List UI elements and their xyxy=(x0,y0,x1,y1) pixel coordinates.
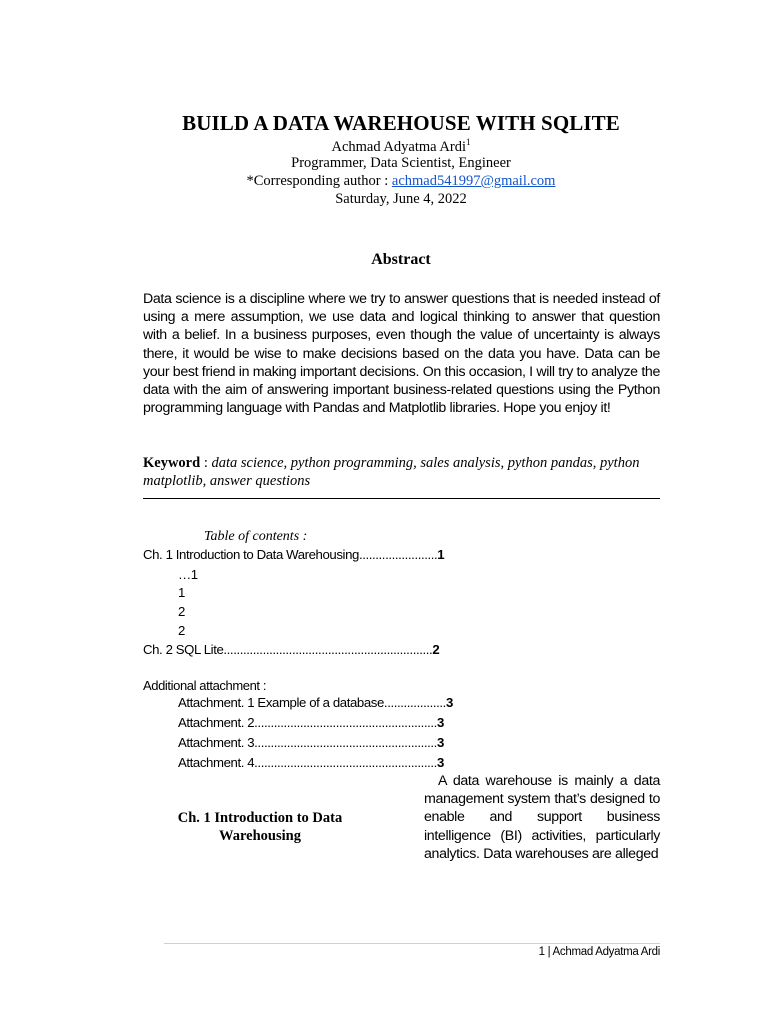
toc-entry-page: 2 xyxy=(432,642,440,657)
toc-attachment-2[interactable] xyxy=(178,715,444,730)
chapter-1-paragraph: A data warehouse is mainly a data management system that’s designed to enable and support business intelligence (BI) activities, particularly analytics. Data warehouses are alleged xyxy=(424,773,660,862)
abstract-body: Data science is a discipline where we try to answer questions that is needed instead of using a mere assumption, we use data and logical thinking to answer that question with a belief. In a business purposes, even though the value of uncertainty is always there, it would be wise to make decisions based on the data you have. Data can be your best friend in making important decisions. On this occasion, I will try to analyze the data with the aim of answering important business-related questions using the Python programming language with Pandas and Matplotlib libraries. Hope you enjoy it! xyxy=(143,291,660,417)
toc-entry-page: 3 xyxy=(445,695,453,710)
toc-entry-page: 3 xyxy=(436,735,444,750)
toc-entry-ch1[interactable] xyxy=(143,547,444,562)
chapter-1-heading xyxy=(160,809,360,845)
toc-subentry[interactable]: 1 xyxy=(178,585,185,600)
toc-subentry[interactable]: 2 xyxy=(178,623,185,638)
toc-attachment-3[interactable] xyxy=(178,735,444,750)
toc-attachment-4[interactable] xyxy=(178,755,444,770)
toc-heading: Table of contents : xyxy=(204,529,308,544)
toc-entry-label: Attachment. 1 Example of a database................... xyxy=(178,695,446,710)
keywords-label: Keyword xyxy=(143,455,201,471)
section-divider xyxy=(143,498,660,499)
toc-entry-page: 3 xyxy=(436,755,444,770)
toc-attachment-1[interactable] xyxy=(178,695,453,710)
toc-entry-label: Attachment. 4........................................................ xyxy=(178,755,437,770)
toc-entry-ch2[interactable] xyxy=(143,642,439,657)
author-superscript: 1 xyxy=(466,137,471,147)
additional-attachment-heading: Additional attachment : xyxy=(143,678,267,693)
abstract-heading: Abstract xyxy=(371,251,431,268)
corresponding-label: *Corresponding author : xyxy=(246,173,392,189)
toc-subentry[interactable]: 2 xyxy=(178,604,185,619)
toc-entry-page: 3 xyxy=(436,715,444,730)
paper-date: Saturday, June 4, 2022 xyxy=(335,191,467,207)
toc-entry-page: 1 xyxy=(437,547,445,562)
toc-entry-label: Ch. 1 Introduction to Data Warehousing........................ xyxy=(143,547,438,562)
toc-subentry[interactable]: …1 xyxy=(178,567,198,582)
paper-title: BUILD A DATA WAREHOUSE WITH SQLITE xyxy=(182,111,620,135)
page-footer: 1 | Achmad Adyatma Ardi xyxy=(538,946,660,958)
author-name: Achmad Adyatma Ardi xyxy=(331,139,466,155)
keywords-separator: : xyxy=(200,455,212,471)
keywords-line xyxy=(143,454,660,490)
chapter-1-heading-line-1: Ch. 1 Introduction to Data xyxy=(177,810,343,826)
footer-divider xyxy=(164,943,660,944)
chapter-1-heading-line-2: Warehousing xyxy=(219,828,301,844)
corresponding-author-line xyxy=(0,173,768,190)
toc-entry-label: Ch. 2 SQL Lite................................................................ xyxy=(143,642,433,657)
toc-entry-label: Attachment. 3........................................................ xyxy=(178,735,437,750)
toc-entry-label: Attachment. 2........................................................ xyxy=(178,715,437,730)
keywords-text: data science, python programming, sales analysis, python pandas, python matplotlib, answer questions xyxy=(143,455,640,489)
author-role: Programmer, Data Scientist, Engineer xyxy=(291,155,511,171)
email-link[interactable]: achmad541997@gmail.com xyxy=(391,173,556,189)
author-line xyxy=(0,137,768,156)
